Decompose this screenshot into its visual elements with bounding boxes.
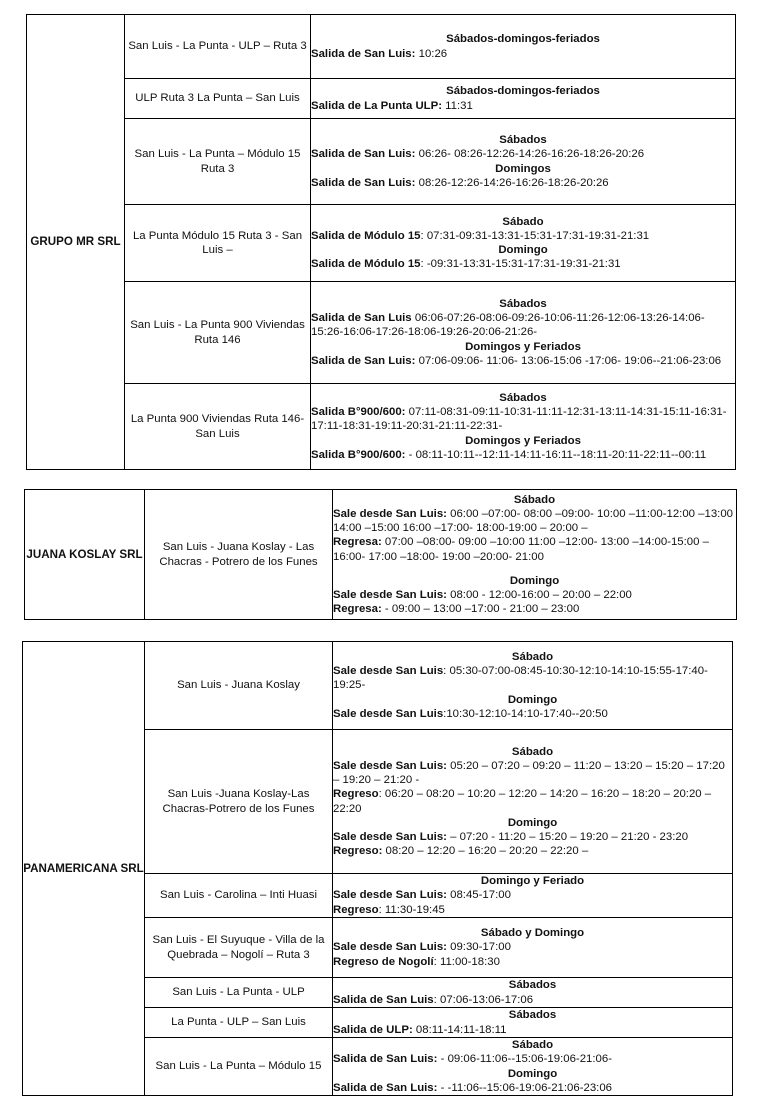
- departure-label: Regreso: [333, 788, 379, 801]
- departure-line: [311, 99, 735, 113]
- schedule-row: [27, 15, 736, 79]
- departure-label: Salida de San Luis: [333, 993, 434, 1006]
- route-name: San Luis - El Suyuque - Villa de la Quebrada – Nogolí – Ruta 3: [145, 918, 333, 978]
- departure-line: [333, 993, 732, 1007]
- departure-times: 05:20 – 07:20 – 09:20 – 11:20 – 13:20 – 15:20 – 17:20 – 19:20 – 21:20 -: [333, 759, 725, 787]
- departure-line: [333, 1052, 732, 1066]
- departure-line: [333, 507, 736, 535]
- timetable-cell: [333, 978, 733, 1008]
- route-name: San Luis - La Punta - ULP: [145, 978, 333, 1008]
- departure-times: 07:00 –08:00- 09:00 –10:00 11:00 –12:00- 13:00 –14:00-15:00 –16:00- 17:00 –18:00- 19:00 –20:00- 21:00: [333, 536, 709, 563]
- panamericana-schedule-table: [22, 641, 733, 1096]
- departure-label: Salida B°900/600:: [311, 448, 406, 461]
- departure-line: [333, 940, 732, 954]
- departure-label: Salida de San Luis:: [333, 1053, 438, 1066]
- departure-line: [333, 535, 736, 563]
- departure-times: 11:31: [442, 99, 473, 112]
- schedule-row: [27, 282, 736, 384]
- departure-times: 08:00 - 12:00-16:00 – 20:00 – 22:00: [446, 588, 632, 601]
- departure-label: Sale desde San Luis: [333, 665, 444, 678]
- departure-times: : 06:20 – 08:20 – 10:20 – 12:20 – 14:20 – 16:20 – 18:20 – 20:20 – 22:20: [333, 788, 712, 815]
- schedule-row: [27, 205, 736, 282]
- departure-line: [333, 903, 732, 917]
- departure-times: : 05:30-07:00-08:45-10:30-12:10-14:10-15:55-17:40-19:25-: [333, 665, 708, 692]
- departure-label: Sale desde San Luis:: [333, 759, 447, 772]
- day-heading: Sábados: [499, 297, 547, 310]
- departure-label: Sale desde San Luis:: [333, 507, 447, 520]
- departure-label: Sale desde San Luis: [333, 707, 444, 720]
- departure-times: : 07:06-13:06-17:06: [433, 993, 534, 1006]
- departure-times: 08:20 – 12:20 – 16:20 – 20:20 – 22:20 –: [382, 845, 589, 858]
- day-heading: Sábado: [511, 745, 554, 758]
- departure-label: Sale desde San Luis:: [333, 830, 447, 843]
- departure-label: Salida de San Luis: [311, 312, 412, 325]
- departure-times: 10:26: [415, 47, 448, 60]
- departure-times: 08:45-17:00: [446, 889, 511, 902]
- departure-times: - 08:11-10:11--12:11-14:11-16:11--18:11-20:11-22:11--00:11: [405, 448, 707, 461]
- departure-line: [333, 707, 732, 721]
- departure-label: Salida de San Luis:: [311, 47, 416, 60]
- day-heading: Sábado: [513, 493, 556, 506]
- departure-line: [333, 1081, 732, 1095]
- departure-label: Sale desde San Luis:: [333, 889, 447, 902]
- departure-times: 08:26-12:26-14:26-16:26-18:26-20:26: [415, 176, 609, 189]
- timetable-cell: [333, 730, 733, 874]
- timetable-cell: [311, 384, 736, 470]
- timetable-cell: [333, 874, 733, 918]
- departure-line: [333, 1023, 732, 1037]
- departure-label: Regreso:: [333, 845, 383, 858]
- route-name: ULP Ruta 3 La Punta – San Luis: [125, 79, 311, 119]
- day-heading: Sábados: [508, 979, 557, 992]
- juana-koslay-schedule-table: [24, 489, 737, 620]
- day-heading: Sábado: [511, 1039, 554, 1052]
- departure-label: Salida de San Luis:: [311, 176, 416, 189]
- day-heading: Sábados-domingos-feriados: [446, 33, 600, 46]
- departure-line: [333, 888, 732, 902]
- departure-label: Salida de San Luis:: [333, 1081, 438, 1094]
- departure-times: :10:30-12:10-14:10-17:40--20:50: [443, 707, 608, 720]
- departure-line: [333, 955, 732, 969]
- day-heading: Domingo: [507, 1067, 558, 1080]
- departure-line: [311, 229, 735, 243]
- timetable-cell: [311, 119, 736, 205]
- departure-label: Regresa:: [333, 536, 382, 549]
- departure-times: 09:30-17:00: [446, 941, 511, 954]
- schedule-row: [23, 642, 733, 730]
- departure-label: Sale desde San Luis:: [333, 588, 447, 601]
- day-heading: Domingo: [498, 244, 548, 256]
- schedule-row: [27, 384, 736, 470]
- day-heading: Domingo: [509, 574, 560, 587]
- schedule-row: [27, 119, 736, 205]
- schedule-row: [27, 79, 736, 119]
- departure-line: [311, 311, 735, 339]
- departure-line: [311, 147, 735, 161]
- day-heading: Domingos y Feriados: [465, 340, 581, 353]
- timetable-cell: [311, 15, 736, 79]
- departure-line: [333, 759, 732, 787]
- company-name: PANAMERICANA SRL: [23, 642, 145, 1096]
- timetable-cell: [333, 918, 733, 978]
- departure-line: [311, 354, 735, 368]
- departure-line: [333, 588, 736, 602]
- route-name: La Punta Módulo 15 Ruta 3 - San Luis –: [125, 205, 311, 282]
- route-name: San Luis - La Punta – Módulo 15: [145, 1038, 333, 1096]
- departure-line: [333, 664, 732, 692]
- departure-times: - -11:06--15:06-19:06-21:06-23:06: [437, 1081, 613, 1094]
- departure-line: [333, 602, 736, 616]
- departure-line: [311, 257, 735, 271]
- departure-line: [333, 787, 732, 815]
- day-heading: Domingo y Feriado: [480, 875, 585, 888]
- day-heading: Domingo: [507, 693, 558, 706]
- departure-times: : -09:31-13:31-15:31-17:31-19:31-21:31: [420, 258, 621, 271]
- departure-line: [311, 47, 735, 61]
- route-name: San Luis - La Punta – Módulo 15 Ruta 3: [125, 119, 311, 205]
- departure-line: [333, 844, 732, 858]
- departure-label: Regreso: [333, 903, 379, 916]
- route-name: La Punta - ULP – San Luis: [145, 1008, 333, 1038]
- departure-label: Salida de Módulo 15: [311, 258, 421, 271]
- day-heading: Sábados-domingos-feriados: [446, 85, 600, 98]
- departure-times: 08:11-14:11-18:11: [412, 1023, 507, 1036]
- route-name: San Luis - La Punta - ULP – Ruta 3: [125, 15, 311, 79]
- day-heading: Domingos y Feriados: [465, 434, 581, 447]
- departure-line: [333, 830, 732, 844]
- grupo-mr-schedule-table: [26, 14, 736, 470]
- timetable-cell: [333, 1038, 733, 1096]
- departure-label: Regreso de Nogolí: [333, 955, 434, 968]
- departure-line: [311, 176, 735, 190]
- day-heading: Sábados: [499, 134, 547, 147]
- departure-times: 06:00 –07:00- 08:00 –09:00- 10:00 –11:00-12:00 –13:00 14:00 –15:00 16:00 –17:00- 18:00-19:00 – 20:00 –: [333, 507, 734, 535]
- route-name: San Luis - Carolina – Inti Huasi: [145, 874, 333, 918]
- departure-line: [311, 405, 735, 433]
- day-heading: Domingo: [507, 816, 558, 829]
- route-name: San Luis - La Punta 900 Viviendas Ruta 146: [125, 282, 311, 384]
- departure-times: - 09:06-11:06--15:06-19:06-21:06-: [437, 1053, 613, 1066]
- departure-label: Salida de San Luis:: [311, 148, 416, 161]
- day-heading: Sábado y Domingo: [480, 927, 585, 940]
- day-heading: Sábados: [508, 1009, 557, 1022]
- departure-times: 06:06-07:26-08:06-09:26-10:06-11:26-12:06-13:26-14:06-15:26-16:06-17:26-18:06-19:26-20:06-21:26-: [311, 312, 705, 339]
- timetable-cell: [333, 642, 733, 730]
- departure-times: : 07:31-09:31-13:31-15:31-17:31-19:31-21:31: [420, 229, 650, 242]
- day-heading: Sábado: [511, 650, 554, 663]
- company-name: GRUPO MR SRL: [27, 15, 125, 470]
- departure-times: 06:26- 08:26-12:26-14:26-16:26-18:26-20:26: [415, 148, 645, 161]
- departure-label: Salida de Módulo 15: [311, 229, 421, 242]
- route-name: La Punta 900 Viviendas Ruta 146- San Luis: [125, 384, 311, 470]
- timetable-cell: [333, 1008, 733, 1038]
- spacer: [333, 564, 736, 574]
- day-heading: Sábados: [499, 391, 547, 404]
- departure-line: [311, 448, 735, 462]
- timetable-cell: [311, 79, 736, 119]
- departure-label: Sale desde San Luis:: [333, 941, 447, 954]
- schedule-row: [25, 490, 737, 620]
- route-name: San Luis - Juana Koslay - Las Chacras - Potrero de los Funes: [145, 490, 333, 620]
- departure-times: - 09:00 – 13:00 –17:00 - 21:00 – 23:00: [381, 603, 580, 616]
- departure-times: : 11:00-18:30: [433, 955, 500, 968]
- timetable-cell: [311, 282, 736, 384]
- route-name: San Luis - Juana Koslay: [145, 642, 333, 730]
- departure-times: 07:06-09:06- 11:06- 13:06-15:06 -17:06- 19:06--21:06-23:06: [415, 354, 722, 367]
- departure-times: 07:11-08:31-09:11-10:31-11:11-12:31-13:11-14:31-15:11-16:31-17:11-18:31-19:11-20:31-21:11-22:31-: [311, 406, 727, 433]
- timetable-cell: [311, 205, 736, 282]
- company-name: JUANA KOSLAY SRL: [25, 490, 145, 620]
- departure-label: Regresa:: [333, 603, 382, 616]
- route-name: San Luis -Juana Koslay-Las Chacras-Potrero de los Funes: [145, 730, 333, 874]
- departure-label: Salida B°900/600:: [311, 406, 406, 419]
- day-heading: Domingos: [495, 162, 551, 175]
- departure-times: : 11:30-19:45: [378, 903, 445, 916]
- departure-times: – 07:20 - 11:20 – 15:20 – 19:20 – 21:20 - 23:20: [446, 830, 689, 843]
- departure-label: Salida de La Punta ULP:: [311, 99, 443, 112]
- departure-label: Salida de ULP:: [333, 1023, 413, 1036]
- timetable-cell: [333, 490, 737, 620]
- day-heading: Sábado: [502, 215, 544, 228]
- departure-label: Salida de San Luis:: [311, 354, 416, 367]
